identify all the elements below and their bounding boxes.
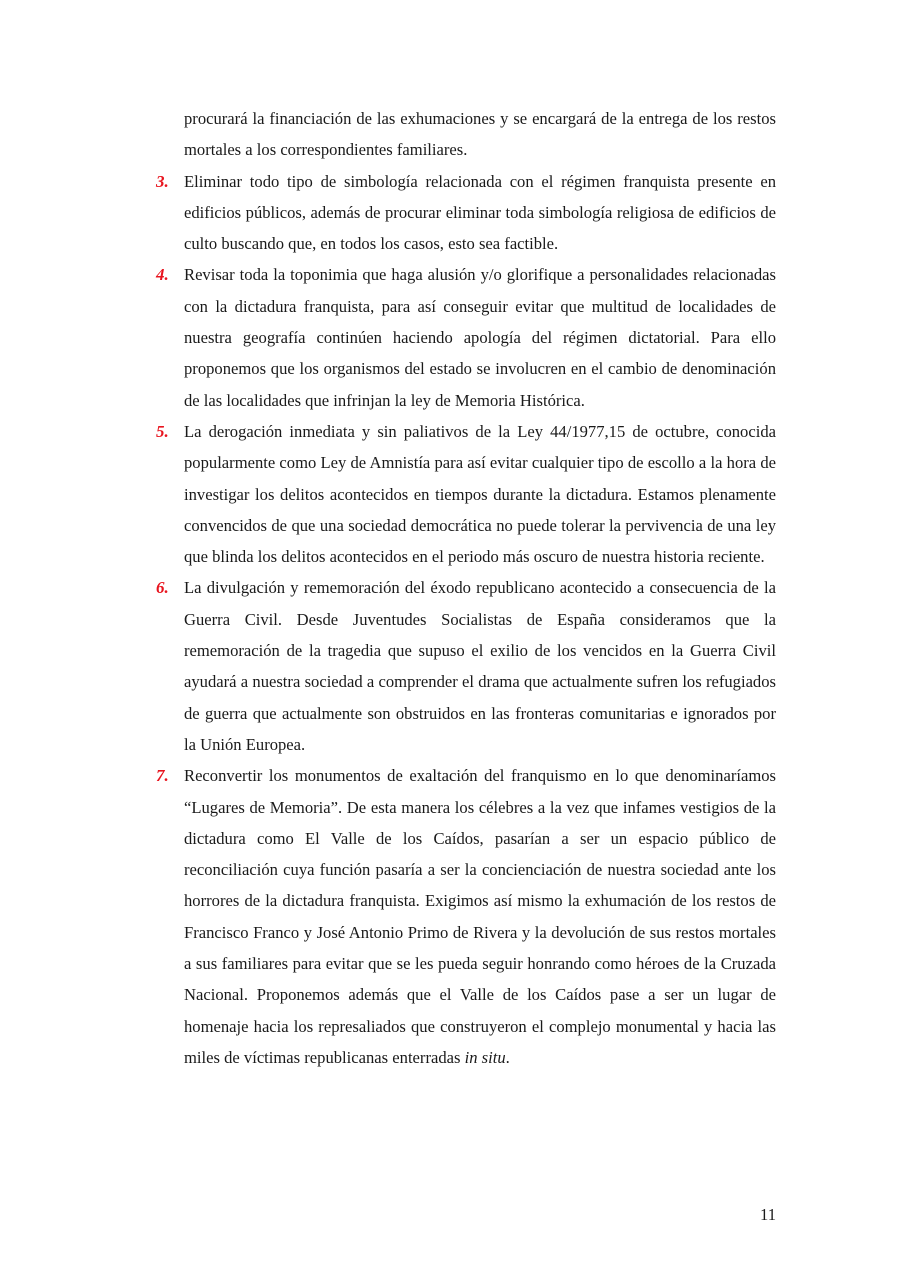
list-number: 6.: [156, 578, 169, 598]
list-item-6: [156, 572, 776, 760]
list-item-4: [156, 259, 776, 415]
list-item-3: [156, 166, 776, 260]
list-item-text: La divulgación y rememoración del éxodo republicano acontecido a consecuencia de la Guerra Civil. Desde Juventudes Socialistas de España consideramos que la rememoración de la tragedia que supuso el exilio de los vencidos en la Guerra Civil ayudará a nuestra sociedad a comprender el drama que actualmente sufren los refugiados de guerra que actualmente son obstruidos en las fronteras comunitarias e ignorados por la Unión Europea.: [184, 578, 776, 754]
list-number: 3.: [156, 171, 169, 191]
italic-term: in situ: [464, 1047, 506, 1067]
list-item-text: Eliminar todo tipo de simbología relacionada con el régimen franquista presente en edificios públicos, además de procurar eliminar toda simbología religiosa de edificios de culto buscando que, en todos los casos, esto sea factible.: [184, 171, 776, 254]
list-item-text: La derogación inmediata y sin paliativos de la Ley 44/1977,15 de octubre, conocida popularmente como Ley de Amnistía para así evitar cualquier tipo de escollo a la hora de investigar los delitos acontecidos en tiempos durante la dictadura. Estamos plenamente convencidos de que una sociedad democrática no puede tolerar la pervivencia de una ley que blinda los delitos acontecidos en el periodo más oscuro de nuestra historia reciente.: [184, 421, 776, 567]
list-item-text: [184, 760, 776, 1073]
page-number: 11: [760, 1205, 776, 1224]
continuation-paragraph: procurará la financiación de las exhumaciones y se encargará de la entrega de los restos mortales a los correspondientes familiares.: [184, 109, 776, 160]
body-text: [156, 103, 776, 1073]
list-item-5: [156, 416, 776, 572]
list-number: 7.: [156, 766, 169, 786]
list-number: 4.: [156, 265, 169, 285]
list-number: 5.: [156, 421, 169, 441]
list-item-text: Revisar toda la toponimia que haga alusión y/o glorifique a personalidades relacionadas con la dictadura franquista, para así conseguir evitar que multitud de localidades de nuestra geografía continúen haciendo apología del régimen dictatorial. Para ello proponemos que los organismos del estado se involucren en el cambio de denominación de las localidades que infrinjan la ley de Memoria Histórica.: [184, 265, 776, 410]
list-item-text-main: Reconvertir los monumentos de exaltación del franquismo en lo que denominaríamos “Lugares de Memoria”. De esta manera los célebres a la vez que infames vestigios de la dictadura como El Valle de los Caídos, pasarían a ser un espacio público de reconciliación cuya función pasaría a ser la concienciación de nuestra sociedad ante los horrores de la dictadura franquista. Exigimos así mismo la exhumación de los restos de Francisco Franco y José Antonio Primo de Rivera y la devolución de sus restos mortales a sus familiares para evitar que se les pueda seguir honrando como héroes de la Cruzada Nacional. Proponemos además que el Valle de los Caídos pase a ser un lugar de homenaje hacia los represaliados que construyeron el complejo monumental y hacia las miles de víctimas republicanas enterradas: [184, 766, 776, 1067]
list-item-text-ending: .: [505, 1047, 510, 1067]
list-item-7: [156, 760, 776, 1073]
